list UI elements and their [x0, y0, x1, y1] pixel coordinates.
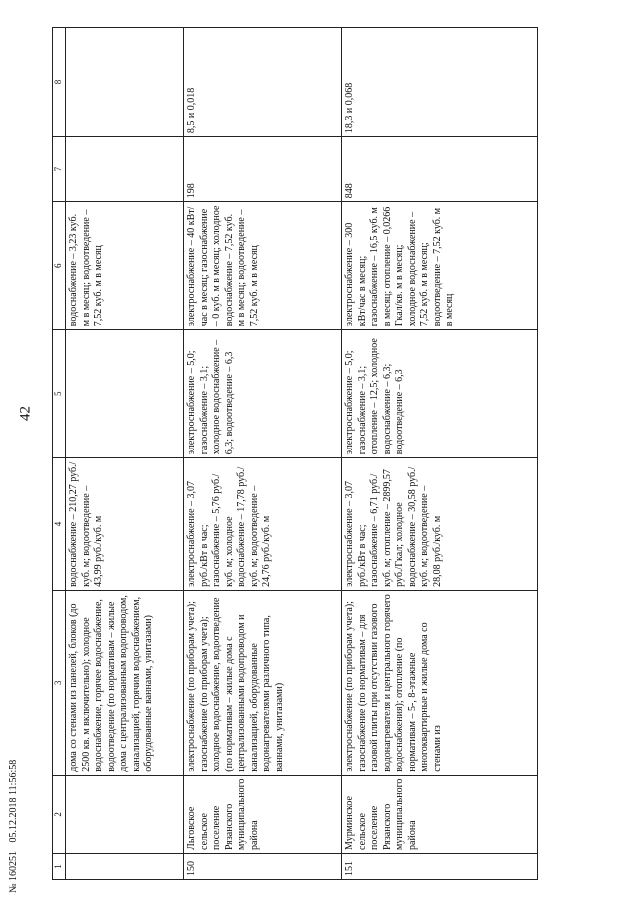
consumption-cell: водоснабжение – 3,23 куб. м в месяц; водоотведение – 7,52 куб. м в месяц [66, 202, 184, 330]
index-cell: электроснабжение – 5,0; газоснабжение – 3,1; отопление – 12,5; холодное водоснабжение – 6,3; водоотведение – 6,3 [342, 330, 538, 458]
header-cell: 6 [53, 202, 66, 330]
services-cell: дома со стенами из панелей, блоков (до 2500 кв. м включительно); холодное водоснабжение, горячее водоснабжение, водоотведение (по нормативам – жилые дома с централизованным водопроводом, канализацией, горячим водоснабжением, оборудованные ваннами, унитазами) [66, 590, 184, 775]
share-cell [66, 28, 184, 137]
services-cell: электроснабжение (по приборам учета); газоснабжение (по нормативам – для газовой плиты при отсутствии газового водонагревателя и центрального горячего водоснабжения); отопление (по нормативам – 5-, 8-этажные многоквартирные и жилые дома со стенами из [342, 590, 538, 775]
index-cell [66, 330, 184, 458]
tariffs-cell: водоснабжение – 210,27 руб./куб. м; водоотведение – 43,99 руб./куб. м [66, 458, 184, 591]
header-cell: 8 [53, 28, 66, 137]
document-stamp [8, 713, 22, 893]
population-cell: 848 [342, 137, 538, 202]
header-cell: 3 [53, 590, 66, 775]
tariff-table-container [52, 27, 582, 880]
index-cell: электроснабжение – 5,0; газоснабжение – 3,1; холодное водоснабжение – 6,3; водоотведение – 6,3 [184, 330, 342, 458]
header-cell: 1 [53, 853, 66, 879]
settlement-cell: Льговское сельское поселение Рязанского муниципального района [184, 775, 342, 853]
consumption-cell: электроснабжение – 40 кВт/час в месяц; газоснабжение – 0 куб. м в месяц; холодное водоснабжение – 7,52 куб. м в месяц; водоотведение – 7,52 куб. м в месяц [184, 202, 342, 330]
share-cell: 18,3 и 0,068 [342, 28, 538, 137]
row-number-cell: 150 [184, 853, 342, 879]
stamp-datetime: 05.12.2018 11:56:58 [8, 759, 19, 843]
tariff-table [52, 27, 538, 880]
header-cell: 5 [53, 330, 66, 458]
page-number: 42 [17, 406, 34, 421]
population-cell: 198 [184, 137, 342, 202]
row-number-cell: 151 [342, 853, 538, 879]
settlement-cell [66, 775, 184, 853]
settlement-cell: Мурминское сельское поселение Рязанского муниципального района [342, 775, 538, 853]
header-cell: 2 [53, 775, 66, 853]
population-cell [66, 137, 184, 202]
header-cell: 4 [53, 458, 66, 591]
table-row [66, 28, 184, 880]
consumption-cell: электроснабжение – 300 кВт/час в месяц; газоснабжение – 16,5 куб. м в месяц; отопление – 0,0266 Гкал/кв. м в месяц; холодное водоснабжение – 7,52 куб. м в месяц; водоотведение – 7,52 куб. м в месяц [342, 202, 538, 330]
services-cell: электроснабжение (по приборам учета); газоснабжение (по приборам учета); холодное водоснабжение, водоотведение (по нормативам – жилые дома с централизованными водопроводом и канализацией, оборудованные водонагревателями различного типа, ваннами, унитазами) [184, 590, 342, 775]
row-number-cell [66, 853, 184, 879]
share-cell: 8,5 и 0,018 [184, 28, 342, 137]
stamp-number: № 160251 [8, 850, 19, 893]
table-row [342, 28, 538, 880]
table-header-row [53, 28, 66, 880]
tariffs-cell: электроснабжение – 3,07 руб./кВт в час; газоснабжение – 5,76 руб./куб. м; холодное водоснабжение – 17,78 руб./куб. м; водоотведение – 24,76 руб./куб. м [184, 458, 342, 591]
header-cell: 7 [53, 137, 66, 202]
table-row [184, 28, 342, 880]
tariffs-cell: электроснабжение – 3,07 руб./кВт в час; газоснабжение – 6,71 руб./куб. м; отопление – 2899,57 руб./Гкал; холодное водоснабжение – 30,58 руб./куб. м; водоотведение – 28,08 руб./куб. м [342, 458, 538, 591]
